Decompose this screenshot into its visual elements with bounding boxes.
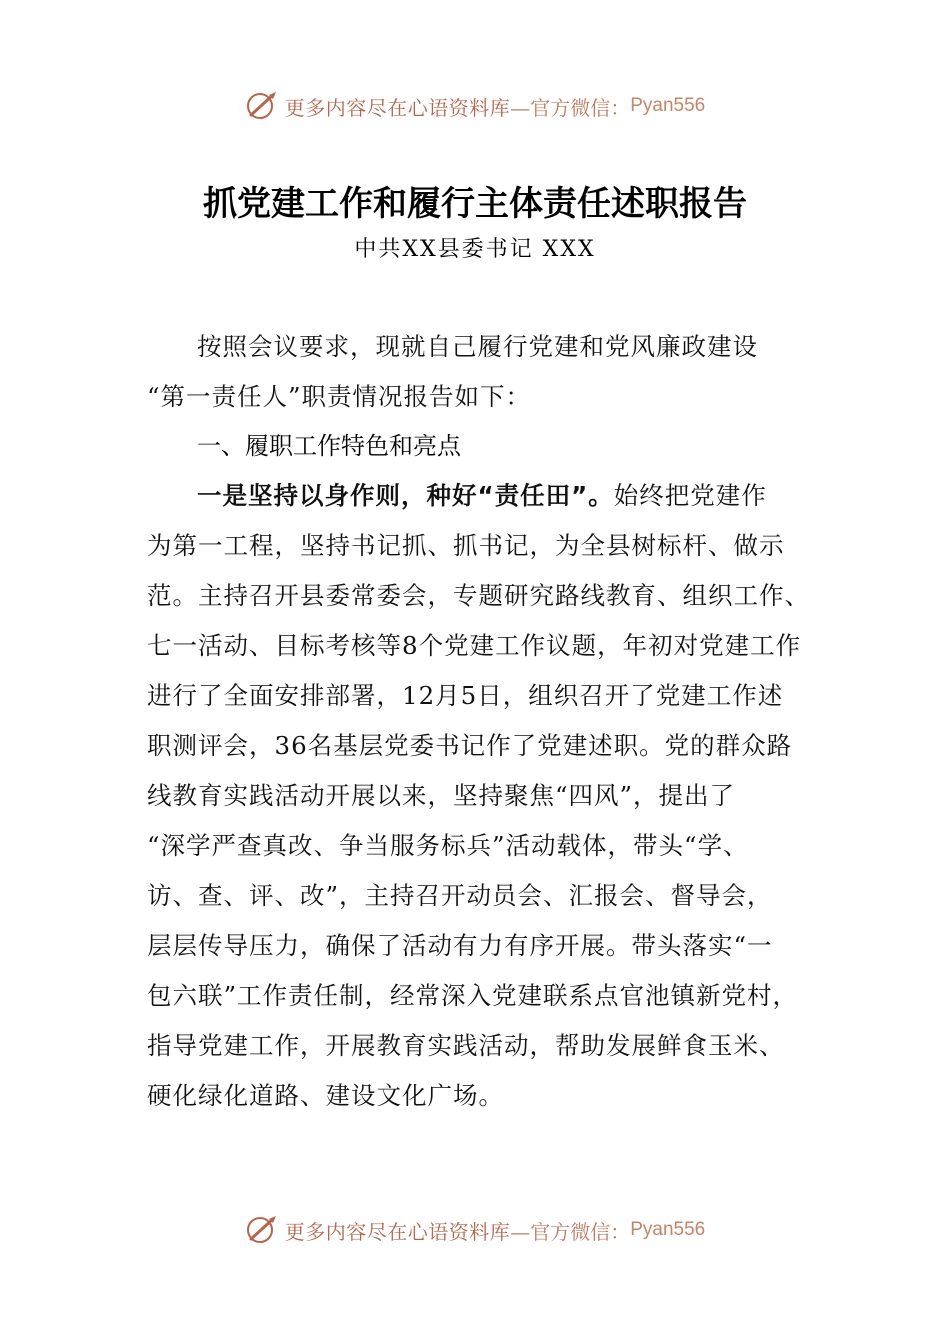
- paragraph-1-line: 七一活动、目标考核等8个党建工作议题，年初对党建工作: [147, 631, 802, 660]
- pen-logo-icon: [245, 89, 279, 123]
- banner-text-wechat: —官方微信：: [510, 95, 631, 120]
- paragraph-1-lead: 一是坚持以身作则，种好“责任田”。: [197, 481, 614, 510]
- document-subtitle: 中共XX县委书记 XXX: [354, 237, 596, 262]
- paragraph-1-line: 为第一工程，坚持书记抓、抓书记，为全县树标杆、做示: [147, 531, 785, 560]
- paragraph-1-line: 职测评会，36名基层党委书记作了党建述职。党的群众路: [147, 731, 793, 760]
- document-title: 抓党建工作和履行主体责任述职报告: [203, 184, 747, 224]
- paragraph-1-line: 访、查、评、改”，主持召开动员会、汇报会、督导会，: [147, 881, 773, 910]
- intro-line-2: “第一责任人”职责情况报告如下：: [147, 382, 532, 411]
- section-heading: 一、履职工作特色和亮点: [197, 432, 461, 460]
- banner-text-id: Pyan556: [630, 1219, 706, 1240]
- intro-paragraph: [147, 322, 807, 422]
- paragraph-1-line: 指导党建工作，开展教育实践活动，帮助发展鲜食玉米、: [147, 1031, 785, 1060]
- paragraph-1: [147, 471, 810, 1121]
- paragraph-1-line: 包六联”工作责任制，经常深入党建联系点官池镇新党村，: [147, 981, 799, 1010]
- paragraph-1-line: 层层传导压力，确保了活动有力有序开展。带头落实“一: [147, 931, 773, 960]
- paragraph-1-line-1-text: 始终把党建作: [613, 481, 767, 510]
- header-watermark-banner: [0, 86, 950, 126]
- banner-text-id: Pyan556: [630, 95, 706, 116]
- paragraph-1-line: 硬化绿化道路、建设文化广场。: [147, 1081, 504, 1110]
- banner-text-wechat: —官方微信：: [510, 1219, 631, 1244]
- paragraph-1-line-1: [147, 471, 807, 521]
- pen-logo-icon: [245, 1213, 279, 1247]
- paragraph-1-line: 线教育实践活动开展以来，坚持聚焦“四风”，提出了: [147, 781, 736, 810]
- banner-text-main: 更多内容尽在心语资料库: [284, 1219, 511, 1244]
- paragraph-1-line: “深学严查真改、争当服务标兵”活动载体，带头“学、: [147, 831, 749, 860]
- paragraph-1-line: 范。主持召开县委常委会，专题研究路线教育、组织工作、: [147, 581, 810, 610]
- paragraph-1-line: 进行了全面安排部署，12月5日，组织召开了党建工作述: [147, 681, 784, 710]
- banner-text-main: 更多内容尽在心语资料库: [284, 95, 511, 120]
- footer-watermark-banner: [0, 1210, 950, 1250]
- intro-line-1: 按照会议要求，现就自己履行党建和党风廉政建设: [197, 332, 758, 361]
